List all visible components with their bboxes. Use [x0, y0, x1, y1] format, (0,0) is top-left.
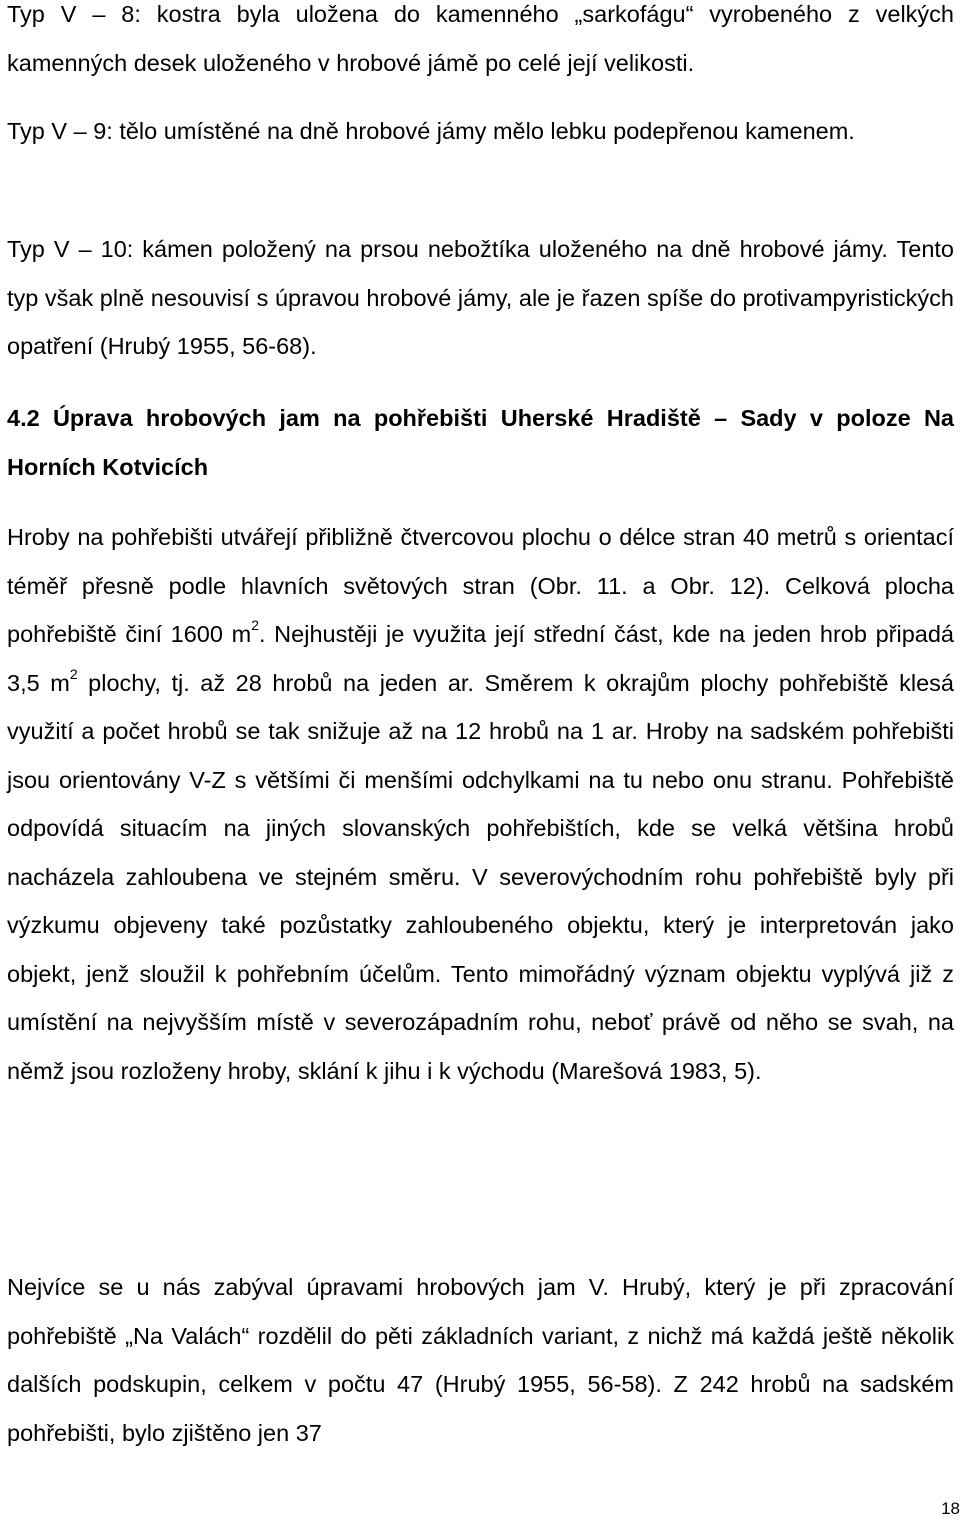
section-heading: 4.2 Úprava hrobových jam na pohřebišti Uherské Hradiště – Sady v poloze Na Horních Kotvicích — [7, 405, 954, 480]
paragraph-type-v10: Typ V – 10: kámen položený na prsou nebožtíka uloženého na dně hrobové jámy. Tento typ však plně nesouvisí s úpravou hrobové jámy, ale je řazen spíše do protivampyristických opatření (Hrubý 1955, 56-68). — [7, 236, 954, 359]
paragraph-type-v9: Typ V – 9: tělo umístěné na dně hrobové jámy mělo lebku podepřenou kamenem. — [7, 118, 855, 144]
body-paragraph-1-part-c: plochy, tj. až 28 hrobů na jeden ar. Směrem k okrajům plochy pohřebiště klesá využití a počet hrobů se tak snižuje až na 12 hrobů na 1 ar. Hroby na sadském pohřebišti jsou orientovány V-Z s většími či menšími odchylkami na tu nebo onu stranu. Pohřebiště odpovídá situacím na jiných slovanských pohřebištích, kde se velká většina hrobů nacházela zahloubena ve stejném směru. V severovýchodním rohu pohřebiště byly při výzkumu objeveny také pozůstatky zahloubeného objektu, který je interpretován jako objekt, jenž sloužil k pohřebním účelům. Tento mimořádný význam objektu vyplývá již z umístění na nejvyšším místě v severozápadním rohu, neboť právě od něho se svah, na němž jsou rozloženy hroby, sklání k jihu i k východu (Marešová 1983, 5). — [7, 669, 954, 1084]
body-paragraph-2: Nejvíce se u nás zabýval úpravami hrobových jam V. Hrubý, který je při zpracování pohřebiště „Na Valách“ rozdělil do pěti základních variant, z nichž má každá ještě několik dalších podskupin, celkem v počtu 47 (Hrubý 1955, 56-58). Z 242 hrobů na sadském pohřebišti, bylo zjištěno jen 37 — [7, 1274, 954, 1446]
superscript-square: 2 — [69, 665, 78, 682]
body-paragraph-1-part-a: Hroby na pohřebišti utvářejí přibližně čtvercovou plochu o délce stran 40 metrů s orientací téměř přesně podle hlavních světových stran (Obr. 11. a Obr. 12). Celková plocha pohřebiště činí 1600 m — [7, 524, 954, 647]
body-paragraph-1 — [7, 513, 954, 1095]
page-number: 18 — [941, 1499, 960, 1518]
paragraph-type-v8: Typ V – 8: kostra byla uložena do kamenného „sarkofágu“ vyrobeného z velkých kamenných desek uloženého v hrobové jámě po celé její velikosti. — [7, 1, 954, 76]
superscript-square: 2 — [251, 617, 259, 634]
body-paragraph-1-part-b: . Nejhustěji je využita její střední část, kde na jeden hrob připadá 3,5 m — [7, 621, 954, 696]
